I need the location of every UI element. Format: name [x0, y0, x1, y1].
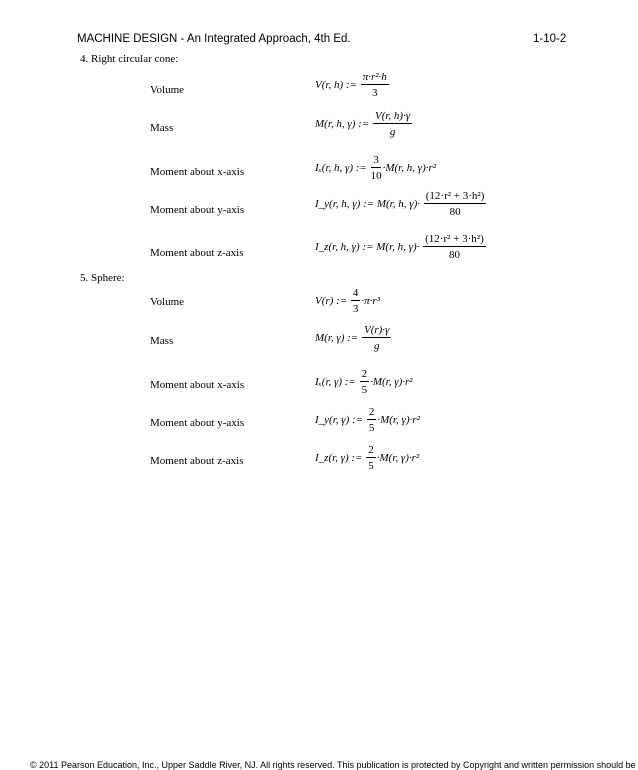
- copyright-footer: © 2011 Pearson Education, Inc., Upper Saddle River, NJ. All rights reserved. This publication is protected by Copyright and written permission should be: [30, 760, 636, 770]
- sphere-mass-numerator: V(r)·γ: [363, 324, 390, 336]
- sphere-moment-x-equation: [315, 368, 413, 396]
- cone-moment-y-numerator: (12·r² + 3·h²): [425, 190, 485, 202]
- cone-mass-equation: [315, 110, 413, 138]
- sphere-moment-y-label: Moment about y-axis: [150, 417, 245, 429]
- sphere-moment-z-denominator: 5: [368, 460, 374, 472]
- cone-volume-lhs: V(r, h) :=: [315, 79, 357, 91]
- sphere-moment-x-denominator: 5: [361, 384, 368, 396]
- cone-mass-numerator: V(r, h)·γ: [374, 110, 411, 122]
- cone-moment-x-numerator: 3: [373, 154, 379, 166]
- sphere-moment-z-label: Moment about z-axis: [150, 455, 244, 467]
- sphere-moment-x-label: Moment about x-axis: [150, 379, 245, 391]
- cone-mass-lhs: M(r, h, γ) :=: [315, 118, 370, 130]
- cone-moment-x-equation: [315, 154, 436, 182]
- sphere-volume-label: Volume: [150, 296, 185, 308]
- sphere-moment-x-lhs: Iₓ(r, γ) :=: [315, 376, 356, 388]
- cone-moment-z-equation: [315, 233, 487, 261]
- cone-moment-z-denominator: 80: [448, 249, 460, 261]
- sphere-moment-z-equation: [315, 444, 419, 472]
- cone-moment-x-rest: ·M(r, h, γ)·r²: [382, 162, 437, 174]
- cone-moment-x-lhs: Iₓ(r, h, γ) :=: [315, 162, 367, 174]
- sphere-mass-lhs: M(r, γ) :=: [315, 332, 359, 344]
- sphere-moment-y-rest: ·M(r, γ)·r²: [377, 414, 420, 426]
- section-heading-cone: 4. Right circular cone:: [80, 53, 179, 65]
- document-title: MACHINE DESIGN - An Integrated Approach, 4th Ed.: [77, 33, 351, 45]
- section-heading-sphere: 5. Sphere:: [80, 272, 125, 284]
- sphere-moment-z-rest: ·M(r, γ)·r²: [376, 452, 420, 464]
- cone-mass-label: Mass: [150, 122, 174, 134]
- cone-moment-z-lhs: I_z(r, h, γ) := M(r, h, γ)·: [315, 241, 420, 253]
- sphere-volume-lhs: V(r) :=: [315, 295, 348, 307]
- sphere-volume-equation: [315, 287, 380, 315]
- cone-volume-label: Volume: [150, 84, 185, 96]
- cone-moment-z-numerator: (12·r² + 3·h²): [425, 233, 484, 245]
- cone-volume-numerator: π·r²·h: [362, 71, 387, 83]
- cone-moment-x-label: Moment about x-axis: [150, 166, 245, 178]
- sphere-moment-z-lhs: I_z(r, γ) :=: [315, 452, 363, 464]
- cone-moment-y-equation: [315, 190, 487, 218]
- cone-volume-denominator: 3: [372, 87, 378, 99]
- sphere-moment-y-equation: [315, 406, 420, 434]
- sphere-mass-label: Mass: [150, 335, 174, 347]
- cone-mass-denominator: g: [389, 126, 396, 138]
- cone-moment-x-denominator: 10: [370, 170, 382, 182]
- cone-moment-y-lhs: I_y(r, h, γ) := M(r, h, γ)·: [315, 198, 420, 210]
- sphere-volume-numerator: 4: [352, 287, 359, 299]
- cone-volume-equation: [315, 71, 390, 99]
- cone-moment-y-denominator: 80: [449, 206, 461, 218]
- sphere-moment-y-numerator: 2: [368, 406, 375, 418]
- sphere-moment-x-rest: ·M(r, γ)·r²: [370, 376, 413, 388]
- sphere-moment-x-numerator: 2: [361, 368, 368, 380]
- cone-moment-z-label: Moment about z-axis: [150, 247, 244, 259]
- sphere-moment-y-lhs: I_y(r, γ) :=: [315, 414, 364, 426]
- sphere-mass-equation: [315, 324, 392, 352]
- page-number: 1-10-2: [533, 33, 567, 45]
- sphere-volume-denominator: 3: [352, 303, 359, 315]
- cone-moment-y-label: Moment about y-axis: [150, 204, 245, 216]
- sphere-moment-z-numerator: 2: [368, 444, 374, 456]
- sphere-mass-denominator: g: [373, 340, 380, 352]
- sphere-moment-y-denominator: 5: [368, 422, 375, 434]
- sphere-volume-rest: ·π·r³: [361, 295, 381, 307]
